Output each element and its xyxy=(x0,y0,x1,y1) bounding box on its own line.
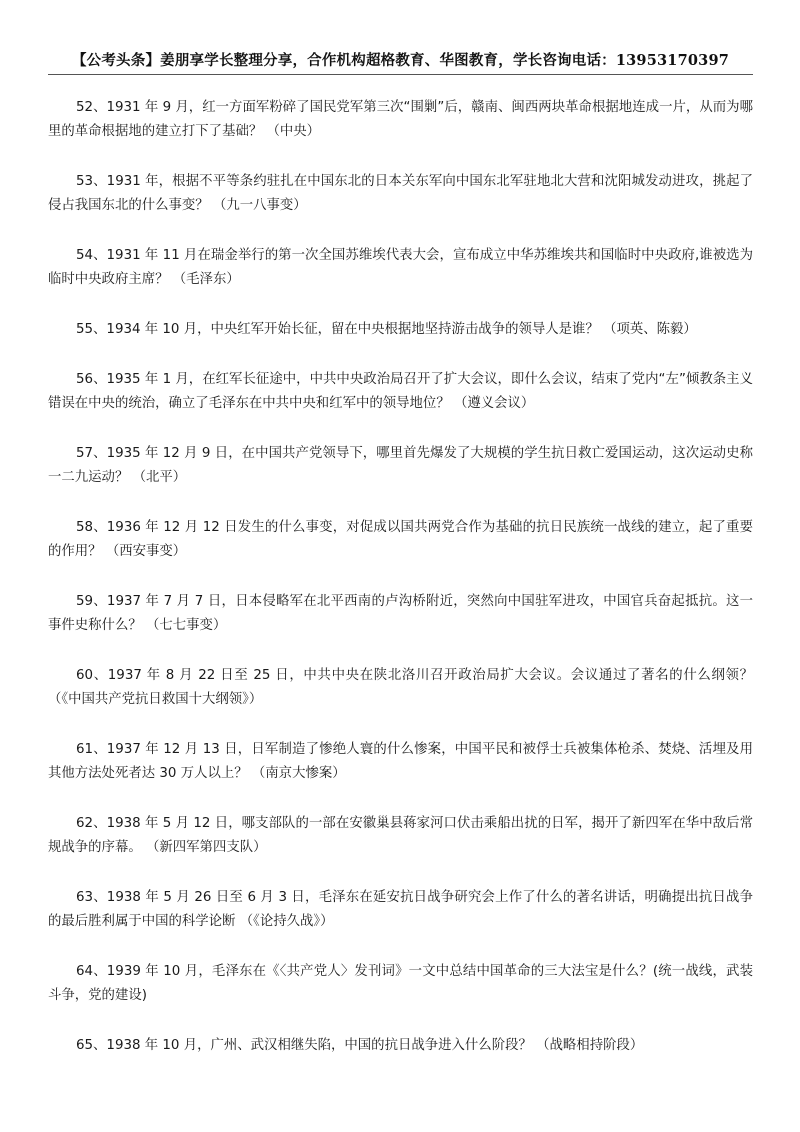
question-text: 65、1938 年 10 月，广州、武汉相继失陷，中国的抗日战争进入什么阶段？ xyxy=(76,1038,532,1053)
question-text: 55、1934 年 10 月，中央红军开始长征，留在中央根据地坚持游击战争的领导人是谁？ xyxy=(76,322,599,337)
qa-item-59 xyxy=(48,590,753,638)
qa-item-61 xyxy=(48,738,753,786)
question-text: 63、1938 年 5 月 26 日至 6 月 3 日，毛泽东在延安抗日战争研究会上作了什么的著名讲话，明确提出抗日战争的最后胜利属于中国的科学论断 xyxy=(48,890,753,929)
answer-text: （遵义会议） xyxy=(453,396,535,411)
qa-item-64 xyxy=(48,960,753,1008)
header-text: 【公考头条】姜朋享学长整理分享，合作机构超格教育、华图教育，学长咨询电话：13953170397 xyxy=(71,52,730,69)
answer-text: （《中国共产党抗日救国十大纲领》） xyxy=(48,692,263,707)
qa-item-62 xyxy=(48,812,753,860)
answer-text: （新四军第四支队） xyxy=(146,840,267,855)
answer-text: （北平） xyxy=(132,470,187,485)
question-text: 61、1937 年 12 月 13 日，日军制造了惨绝人寰的什么惨案，中国平民和被俘士兵被集体枪杀、焚烧、活埋及用其他方法处死者达 30 万人以上？ xyxy=(48,742,753,781)
qa-item-60 xyxy=(48,664,753,712)
qa-item-56 xyxy=(48,368,753,416)
answer-text: （战略相持阶段） xyxy=(536,1038,644,1053)
answer-text: （毛泽东） xyxy=(172,272,240,287)
qa-item-58 xyxy=(48,516,753,564)
answer-text: （九一八事变） xyxy=(212,198,307,213)
answer-text: （《论持久战》） xyxy=(239,914,334,929)
question-text: 57、1935 年 12 月 9 日，在中国共产党领导下，哪里首先爆发了大规模的学生抗日救亡爱国运动，这次运动史称一二九运动？ xyxy=(48,446,753,485)
question-text: 60、1937 年 8 月 22 日至 25 日，中共中央在陕北洛川召开政治局扩大会议。会议通过了著名的什么纲领？ xyxy=(76,668,753,683)
answer-text: (统一战线，武装斗争，党的建设) xyxy=(48,964,753,1003)
question-text: 58、1936 年 12 月 12 日发生的什么事变，对促成以国共两党合作为基础的抗日民族统一战线的建立，起了重要的作用？ xyxy=(48,520,753,559)
question-text: 62、1938 年 5 月 12 日，哪支部队的一部在安徽巢县蒋家河口伏击乘船出扰的日军，揭开了新四军在华中敌后常规战争的序幕。 xyxy=(48,816,753,855)
qa-item-63 xyxy=(48,886,753,934)
qa-item-54 xyxy=(48,244,753,292)
question-text: 59、1937 年 7 月 7 日，日本侵略军在北平西南的卢沟桥附近，突然向中国驻军进攻，中国官兵奋起抵抗。这一事件史称什么？ xyxy=(48,594,753,633)
page-header xyxy=(48,46,753,75)
question-text: 52、1931 年 9 月，红一方面军粉碎了国民党军第三次“围剿”后，赣南、闽西两块革命根据地连成一片，从而为哪里的革命根据地的建立打下了基础？ xyxy=(48,100,753,139)
answer-text: （西安事变） xyxy=(105,544,187,559)
question-text: 56、1935 年 1 月，在红军长征途中，中共中央政治局召开了扩大会议，即什么会议，结束了党内“左”倾教条主义错误在中央的统治，确立了毛泽东在中共中央和红军中的领导地位？ xyxy=(48,372,753,411)
question-text: 54、1931 年 11 月在瑞金举行的第一次全国苏维埃代表大会，宣布成立中华苏维埃共和国临时中央政府,谁被选为临时中央政府主席？ xyxy=(48,248,753,287)
question-text: 64、1939 年 10 月，毛泽东在《〈共产党人〉发刊词》一文中总结中国革命的三大法宝是什么？ xyxy=(76,964,653,979)
question-text: 53、1931 年，根据不平等条约驻扎在中国东北的日本关东军向中国东北军驻地北大营和沈阳城发动进攻，挑起了侵占我国东北的什么事变？ xyxy=(48,174,753,213)
qa-item-53 xyxy=(48,170,753,218)
answer-text: （七七事变） xyxy=(146,618,227,633)
qa-list xyxy=(48,96,753,1084)
qa-item-65 xyxy=(48,1034,753,1058)
answer-text: （中央） xyxy=(266,124,321,139)
qa-item-52 xyxy=(48,96,753,144)
qa-item-57 xyxy=(48,442,753,490)
answer-text: （项英、陈毅） xyxy=(603,322,697,337)
qa-item-55 xyxy=(48,318,753,342)
answer-text: （南京大惨案） xyxy=(251,766,346,781)
